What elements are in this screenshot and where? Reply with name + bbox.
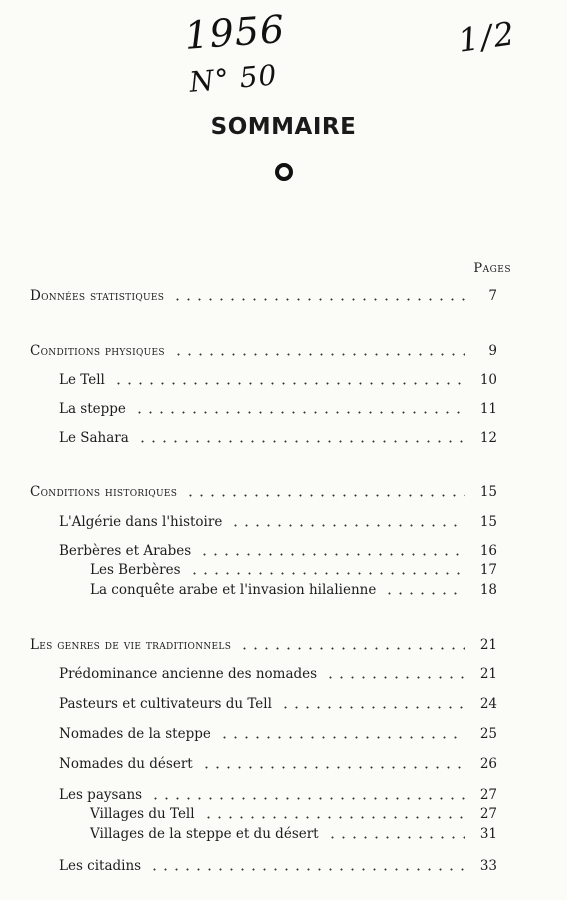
toc-entry-label: Les paysans xyxy=(59,787,143,803)
dot-leader xyxy=(185,494,465,497)
toc-entry-label: Les citadins xyxy=(59,858,142,874)
handwritten-issue-number: N° 50 xyxy=(188,58,279,99)
toc-entry-berberes-et-arabes xyxy=(59,539,497,559)
toc-entry-page: 31 xyxy=(479,826,497,842)
toc-entry-label: Les genres de vie traditionnels xyxy=(30,637,232,653)
dot-leader xyxy=(280,706,465,709)
toc-entry-label: Les Berbères xyxy=(90,562,181,578)
handwritten-part: 1/2 xyxy=(456,13,519,60)
toc-entry-les-paysans xyxy=(59,783,497,803)
toc-entry-label: Nomades de la steppe xyxy=(59,726,211,742)
dot-leader xyxy=(201,766,465,769)
toc-entry-la-steppe xyxy=(59,397,497,417)
toc-entry-label: La conquête arabe et l'invasion hilalienne xyxy=(90,582,377,598)
toc-entry-villages-steppe-desert xyxy=(90,822,497,842)
toc-entry-page: 7 xyxy=(488,288,497,304)
toc-entry-label: Villages du Tell xyxy=(90,806,195,822)
dot-leader xyxy=(325,676,465,679)
toc-entry-genres-de-vie xyxy=(30,633,497,653)
toc-entry-page: 27 xyxy=(479,806,497,822)
dot-leader xyxy=(327,836,465,839)
toc-entry-conditions-historiques xyxy=(30,480,497,500)
toc-entry-page: 21 xyxy=(479,666,497,682)
toc-entry-page: 15 xyxy=(479,514,497,530)
dot-leader xyxy=(113,382,465,385)
toc-entry-page: 12 xyxy=(479,430,497,446)
toc-entry-conditions-physiques xyxy=(30,339,497,359)
dot-leader xyxy=(150,797,465,800)
toc-entry-les-citadins xyxy=(59,854,497,874)
dot-leader xyxy=(134,411,465,414)
dot-leader xyxy=(189,572,465,575)
toc-entry-label: Prédominance ancienne des nomades xyxy=(59,666,318,682)
toc-entry-page: 27 xyxy=(479,787,497,803)
toc-entry-page: 18 xyxy=(479,582,497,598)
toc-entry-le-sahara xyxy=(59,426,497,446)
toc-entry-label: Le Sahara xyxy=(59,430,129,446)
dot-leader xyxy=(199,553,465,556)
toc-entry-page: 33 xyxy=(479,858,497,874)
dot-leader xyxy=(239,647,465,650)
toc-entry-pasteurs-cultivateurs xyxy=(59,692,497,712)
toc-entry-page: 26 xyxy=(479,756,497,772)
toc-entry-les-berberes xyxy=(90,558,497,578)
toc-entry-page: 9 xyxy=(488,343,497,359)
toc-entry-page: 25 xyxy=(479,726,497,742)
toc-entry-label: Pasteurs et cultivateurs du Tell xyxy=(59,696,272,712)
toc-entry-label: Nomades du désert xyxy=(59,756,193,772)
page-title: SOMMAIRE xyxy=(210,114,357,140)
toc-entry-page: 21 xyxy=(479,637,497,653)
pages-column-label: Pages xyxy=(473,261,511,276)
dot-leader xyxy=(149,868,465,871)
dot-leader xyxy=(230,524,465,527)
toc-entry-page: 17 xyxy=(479,562,497,578)
dot-leader xyxy=(219,736,465,739)
toc-entry-le-tell xyxy=(59,368,497,388)
toc-entry-page: 10 xyxy=(479,372,497,388)
toc-entry-predominance-nomades xyxy=(59,662,497,682)
toc-entry-conquete-arabe xyxy=(90,578,497,598)
toc-entry-page: 24 xyxy=(479,696,497,712)
toc-entry-label: Conditions physiques xyxy=(30,343,165,359)
dot-leader xyxy=(172,298,465,301)
toc-entry-nomades-desert xyxy=(59,752,497,772)
dot-leader xyxy=(203,816,465,819)
toc-entry-label: Berbères et Arabes xyxy=(59,543,192,559)
toc-entry-page: 11 xyxy=(479,401,497,417)
toc-entry-page: 16 xyxy=(479,543,497,559)
toc-entry-page: 15 xyxy=(479,484,497,500)
toc-entry-label: Conditions historiques xyxy=(30,484,178,500)
toc-entry-label: Le Tell xyxy=(59,372,105,388)
toc-entry-label: Données statistiques xyxy=(30,288,165,304)
toc-entry-label: La steppe xyxy=(59,401,126,417)
toc-entry-nomades-steppe xyxy=(59,722,497,742)
dot-leader xyxy=(173,353,465,356)
toc-entry-donnees-statistiques xyxy=(30,284,497,304)
ring-bullet-icon xyxy=(275,163,293,181)
dot-leader xyxy=(137,440,465,443)
dot-leader xyxy=(384,592,465,595)
toc-entry-villages-tell xyxy=(90,802,497,822)
toc-entry-label: Villages de la steppe et du désert xyxy=(90,826,319,842)
toc-entry-label: L'Algérie dans l'histoire xyxy=(59,514,223,530)
toc-entry-algerie-histoire xyxy=(59,510,497,530)
handwritten-year: 1956 xyxy=(183,6,287,58)
